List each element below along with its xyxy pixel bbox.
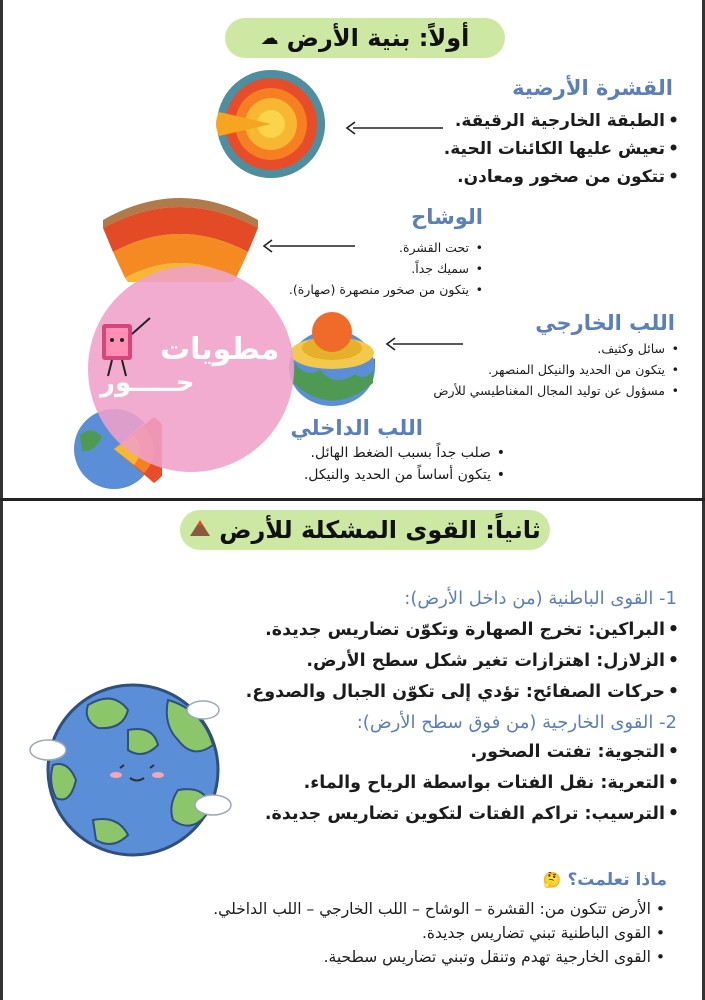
mantle-bullet: • تحت القشرة. bbox=[289, 237, 483, 258]
crust-earth-image bbox=[215, 68, 327, 180]
cloud-icon: ☁ bbox=[260, 27, 279, 49]
mantle-bullet: • سميك جداً. bbox=[289, 258, 483, 279]
watermark-text-2: حـــــور bbox=[100, 368, 195, 398]
mantle-bullet: • يتكون من صخور منصهرة (صهارة). bbox=[289, 279, 483, 300]
crust-bullet: • الطبقة الخارجية الرقيقة. bbox=[444, 107, 679, 135]
crust-heading: القشرة الأرضية bbox=[512, 76, 673, 100]
crust-bullet: • تتكون من صخور ومعادن. bbox=[444, 163, 679, 191]
volcano-icon bbox=[189, 519, 211, 542]
summary-bullet: • الأرض تتكون من: القشرة – الوشاح – اللب الخارجي – اللب الداخلي. bbox=[213, 897, 665, 921]
summary-title bbox=[543, 870, 667, 890]
external-forces-bullet: • التجوية: تفتت الصخور. bbox=[265, 737, 679, 768]
internal-forces-bullet: • الزلازل: اهتزازات تغير شكل سطح الأرض. bbox=[246, 646, 679, 677]
outer-core-image bbox=[285, 308, 380, 408]
summary-bullets bbox=[213, 897, 665, 969]
outer-core-bullets bbox=[433, 338, 679, 401]
external-forces-bullet: • التعرية: نقل الفتات بواسطة الرياح والماء. bbox=[265, 768, 679, 799]
inner-core-bullets bbox=[304, 442, 505, 486]
section1-title-text: أولاً: بنية الأرض bbox=[286, 24, 470, 52]
internal-forces-bullet: • البراكين: تخرج الصهارة وتكوّن تضاريس جديدة. bbox=[246, 615, 679, 646]
section1-title bbox=[225, 18, 505, 58]
crust-bullet: • تعيش عليها الكائنات الحية. bbox=[444, 135, 679, 163]
watermark-text-1: مطويات bbox=[160, 332, 280, 367]
section-divider bbox=[0, 498, 705, 501]
arrow-crust-icon bbox=[345, 120, 445, 136]
section2-title-text: ثانياً: القوى المشكلة للأرض bbox=[219, 516, 541, 544]
inner-core-bullet: • يتكون أساساً من الحديد والنيكل. bbox=[304, 464, 505, 486]
external-forces-bullets bbox=[265, 737, 679, 830]
outer-core-bullet: • يتكون من الحديد والنيكل المنصهر. bbox=[433, 359, 679, 380]
mantle-bullets bbox=[289, 237, 483, 300]
section2-title bbox=[180, 510, 550, 550]
summary-title-text: ماذا تعلمت؟ bbox=[567, 870, 667, 890]
mantle-heading: الوشاح bbox=[411, 205, 483, 229]
internal-forces-bullet: • حركات الصفائح: تؤدي إلى تكوّن الجبال والصدوع. bbox=[246, 677, 679, 708]
summary-bullet: • القوى الخارجية تهدم وتنقل وتبني تضاريس سطحية. bbox=[213, 945, 665, 969]
outer-core-heading: اللب الخارجي bbox=[535, 311, 675, 335]
happy-earth-image bbox=[28, 670, 248, 860]
internal-forces-bullets bbox=[246, 615, 679, 708]
inner-core-bullet: • صلب جداً بسبب الضغط الهائل. bbox=[304, 442, 505, 464]
internal-forces-heading: 1- القوى الباطنية (من داخل الأرض): bbox=[404, 588, 677, 609]
thinking-face-icon: 🤔 bbox=[542, 871, 562, 889]
inner-core-heading: اللب الداخلي bbox=[290, 416, 423, 440]
outer-core-bullet: • مسؤول عن توليد المجال المغناطيسي للأرض bbox=[433, 380, 679, 401]
external-forces-bullet: • الترسيب: تراكم الفتات لتكوين تضاريس جديدة. bbox=[265, 799, 679, 830]
crust-bullets bbox=[444, 107, 679, 191]
external-forces-heading: 2- القوى الخارجية (من فوق سطح الأرض): bbox=[356, 712, 677, 733]
summary-bullet: • القوى الباطنية تبني تضاريس جديدة. bbox=[213, 921, 665, 945]
outer-core-bullet: • سائل وكثيف. bbox=[433, 338, 679, 359]
